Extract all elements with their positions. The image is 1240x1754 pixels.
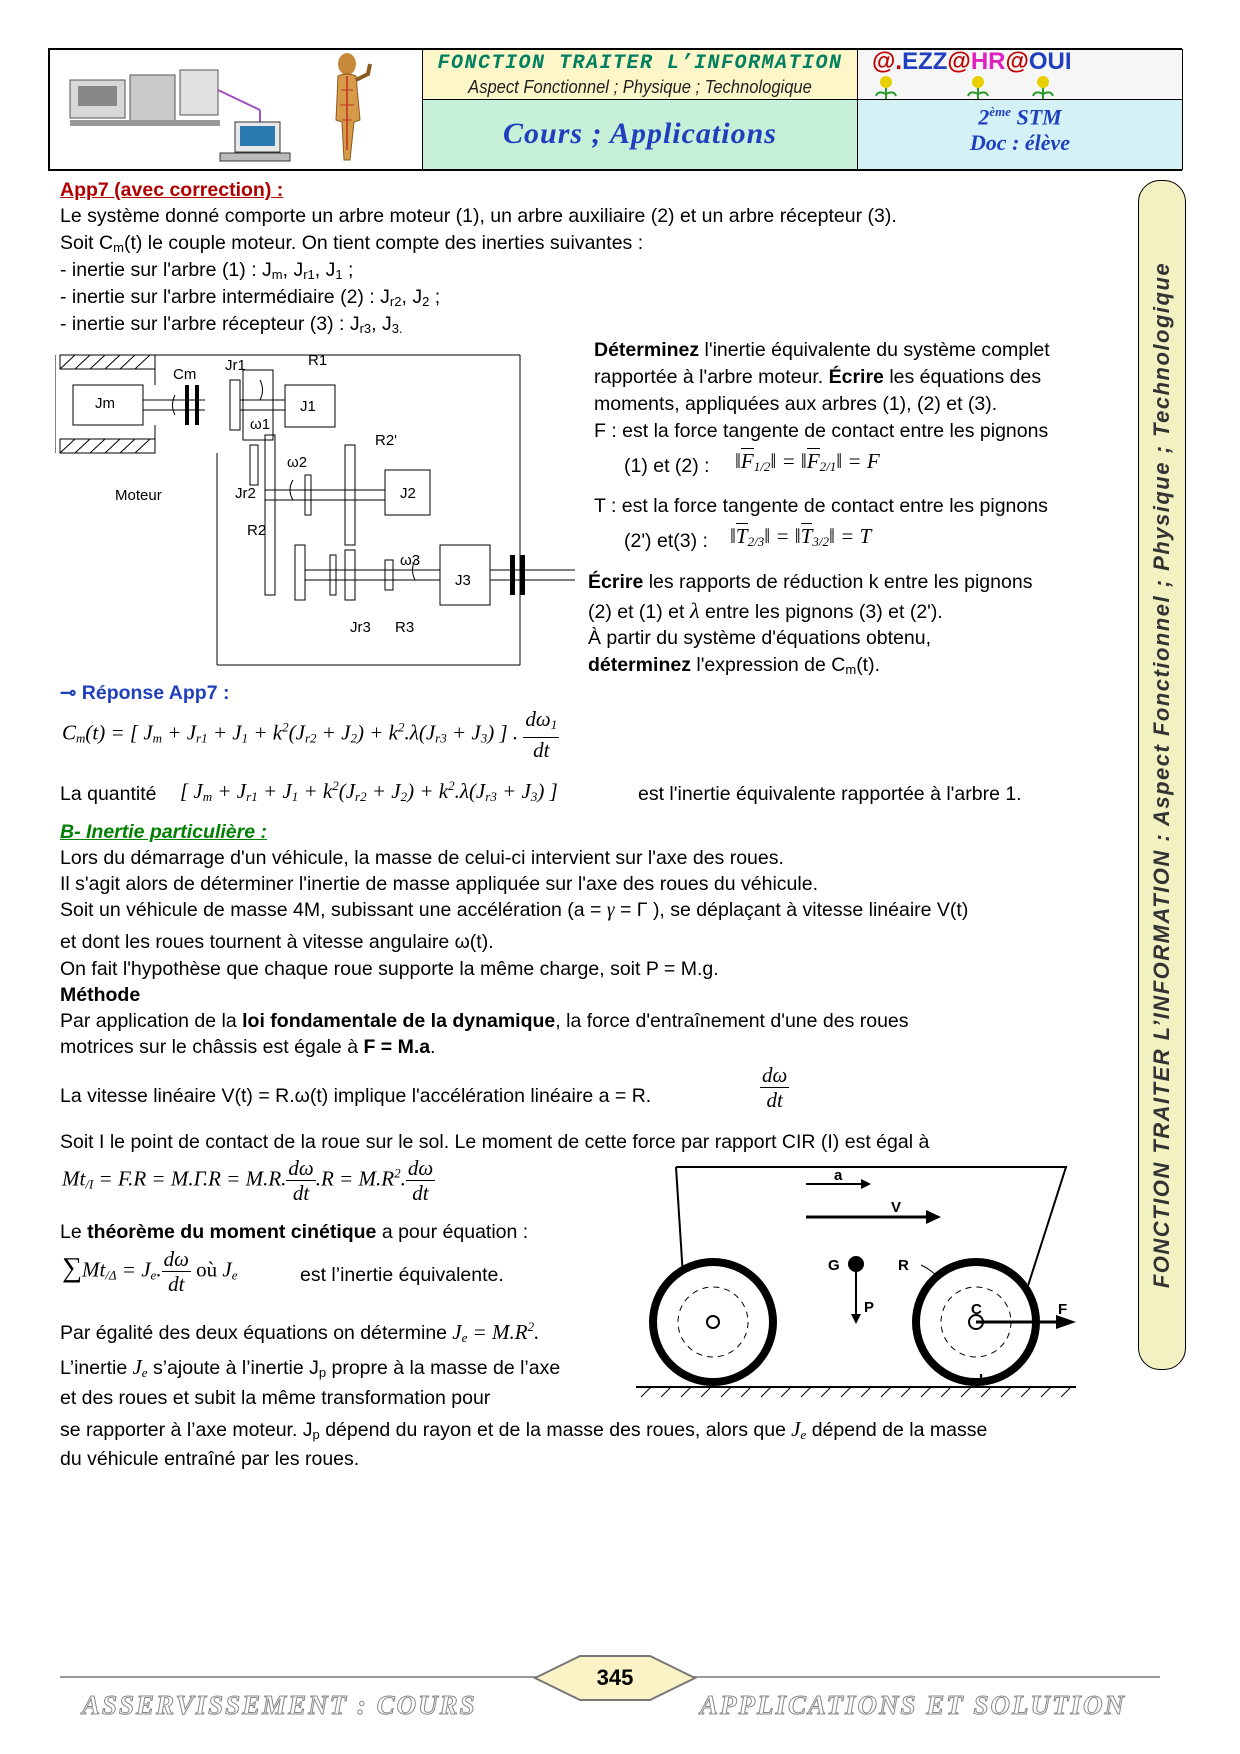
text: dépend du rayon et de la masse des roues, alors que (319, 1419, 786, 1441)
force-f-equation: $‖F_{1/2}‖$ = $‖F_{2/1}‖ = F$ (735, 449, 880, 474)
text: dépend de la masse (806, 1419, 988, 1441)
text: (t). (856, 654, 881, 676)
section-b-p3: Soit un véhicule de masse 4M, subissant une accélération (a = γ = Γ ), se déplaçant à vitesse linéaire V(t) (60, 899, 969, 921)
section-b-p9: Soit I le point de contact de la roue sur le sol. Le moment de cette force par rapport CIR (I) est égal à (60, 1131, 930, 1153)
section-b-p11: est l’inertie équivalente. (300, 1264, 504, 1286)
text: déterminez (588, 654, 691, 676)
text: motrices sur le châssis est égale à (60, 1036, 364, 1058)
section-b-p8: La vitesse linéaire V(t) = R.ω(t) implique l'accélération linéaire a = R. (60, 1085, 652, 1107)
app7-line1: Le système donné comporte un arbre moteur (1), un arbre auxiliaire (2) et un arbre récepteur (3). (60, 205, 897, 227)
moment-cinetique-equation: $\sum Mt_{/\Delta} = J_e$. $\frac{d\omega}{dt}$ où $J_e$ (62, 1247, 238, 1296)
section-b-p7 (60, 1034, 436, 1060)
vehicle-label: I (979, 1371, 984, 1388)
text: Réponse App7 : (81, 682, 230, 704)
brand-part: @ (947, 48, 971, 75)
quantite-label: La quantité (60, 783, 157, 805)
header-cours (422, 99, 858, 170)
footer-left: ASSERVISSEMENT : COURS (82, 1690, 477, 1720)
methode-title: Méthode (60, 984, 141, 1006)
text: . (430, 1036, 436, 1058)
aspect-subtitle: Aspect Fonctionnel ; Physique ; Technologique (468, 77, 812, 97)
text: m (113, 240, 124, 255)
diagram-label: R2' (375, 432, 398, 449)
text: Le (60, 1221, 88, 1243)
moment-equation: $Mt_{/I} = F.R = M.\Gamma.R = M.R$. $\frac{d\omega}{dt}$ $.R = M.R^2$. $\frac{d\omega}{dt}$ (62, 1156, 434, 1205)
text: l'inertie équivalente du système complet (699, 339, 1050, 361)
diagram-label: Jr2 (235, 485, 256, 502)
side-banner-text: FONCTION TRAITER L’INFORMATION : Aspect Fonctionnel ; Physique ; Technologique (1149, 261, 1174, 1289)
diagram-label: ω1 (250, 416, 271, 433)
text: rapportée à l'arbre moteur. (594, 366, 829, 388)
computer-network-illustration (50, 50, 422, 169)
cours-title: Cours ; Applications (503, 117, 777, 150)
brand-part: OUI (1028, 48, 1072, 75)
section-b-p1: Lors du démarrage d'un véhicule, la masse de celui-ci intervient sur l'axe des roues. (60, 847, 784, 869)
vehicle-diagram (636, 1152, 1136, 1422)
text: a pour équation : (376, 1221, 529, 1243)
diagram-label: Cm (173, 366, 197, 383)
text: - inertie sur l'arbre (1) : J (60, 259, 272, 281)
diagram-label: J1 (300, 398, 316, 415)
section-b-p10 (60, 1219, 528, 1245)
diagram-label: J3 (455, 572, 471, 589)
diagram-label: Jm (95, 395, 115, 412)
diagram-label: Jr3 (350, 619, 371, 636)
level-suffix: STM (1010, 104, 1062, 130)
header-fonction (422, 49, 858, 100)
section-b-p15: se rapporter à l’axe moteur. $J_p$ dépend du rayon et de la masse des roues, alors que $J_e$ dépend de la masse (60, 1417, 988, 1442)
doc-label: Doc : élève (969, 130, 1071, 156)
reponse-title (60, 680, 229, 706)
app7-right-1 (594, 337, 1050, 363)
diagram-label: J2 (400, 485, 416, 502)
vehicle-label: P (864, 1299, 875, 1316)
diagram-label: ω3 (400, 552, 421, 569)
flower-icon (876, 76, 896, 99)
text: Par égalité des deux équations on détermine (60, 1322, 448, 1344)
vehicle-label: F (1058, 1301, 1068, 1318)
text: F = M.a (363, 1036, 431, 1058)
text: loi fondamentale de la dynamique (242, 1010, 556, 1032)
header-brand (857, 49, 1183, 100)
section-b-title: B- Inertie particulière : (60, 821, 267, 843)
vehicle-label: V (891, 1199, 902, 1216)
text: entre les pignons (3) et (2'). (704, 601, 943, 623)
section-b-p5: On fait l'hypothèse que chaque roue supporte la même charge, soit P = M.g. (60, 958, 719, 980)
app7-line3: - inertie sur l'arbre (1) : $J_m$, $J_{r1}$, $J_1$ ; (60, 259, 354, 282)
page-header (48, 48, 1182, 171)
app7-right-6: T : est la force tangente de contact entre les pignons (594, 495, 1048, 517)
text: théorème du moment cinétique (87, 1221, 377, 1243)
app7-right-4: F : est la force tangente de contact entre les pignons (594, 420, 1049, 442)
text: Soit C (60, 232, 114, 254)
brand-part: EZZ (902, 48, 948, 75)
app7-right-7: (2') et(3) : (624, 530, 708, 552)
fonction-title: FONCTION TRAITER L’INFORMATION (437, 52, 843, 75)
level-number: 2 (978, 104, 990, 130)
text: propre à la masse de l’axe (326, 1357, 561, 1379)
level-label (858, 104, 1182, 130)
flower-icons (858, 50, 1182, 100)
text: les rapports de réduction k entre les pignons (643, 571, 1033, 593)
side-banner (1138, 180, 1186, 1370)
diagram-label: ω2 (287, 454, 308, 471)
text: Écrire (588, 571, 644, 593)
diagram-label: Moteur (115, 487, 162, 504)
brand-part: HR (970, 48, 1006, 75)
diagram-label: Jr1 (225, 357, 246, 374)
text: L’inertie (60, 1357, 128, 1379)
app7-line4: - inertie sur l'arbre intermédiaire (2) : $J_{r2}$, $J_2$ ; (60, 286, 441, 309)
vehicle-label: a (834, 1167, 843, 1184)
text: Déterminez (594, 339, 700, 361)
app7-right-8 (588, 569, 1032, 595)
vehicle-label: C (971, 1301, 982, 1318)
diagram-label: R1 (308, 352, 328, 369)
force-t-equation: $‖T_{2/3}‖$ = $‖T_{3/2}‖ = T$ (730, 524, 872, 549)
footer-right: APPLICATIONS ET SOLUTION (700, 1690, 1127, 1720)
vehicle-label: R (898, 1257, 909, 1274)
section-b-p6 (60, 1008, 909, 1034)
text: Écrire (828, 366, 884, 388)
text: se rapporter à l’axe moteur. J (60, 1419, 313, 1441)
diagram-label: R2 (247, 522, 267, 539)
flower-icon (1033, 76, 1053, 99)
app7-right-3: moments, appliquées aux arbres (1), (2) et (3). (594, 393, 998, 415)
text: - inertie sur l'arbre intermédiaire (2) : J (60, 286, 390, 308)
app7-line5: - inertie sur l'arbre récepteur (3) : $J_{r3}$, $J_{3.}$ (60, 313, 403, 336)
app7-right-9: (2) et (1) et λ entre les pignons (3) et (2'). (588, 598, 943, 623)
header-illustration (49, 49, 423, 170)
cm-equation: $C_m(t)$ = [ $J_m + J_{r1} + J_1 + k^2(J_{r2} + J_2) + k^2.\lambda(J_{r3} + J_3)$ ] . $\frac{d\omega_1}{dt}$ (62, 707, 558, 762)
app7-right-10: À partir du système d'équations obtenu, (588, 627, 932, 649)
brand-part: @ (1005, 48, 1029, 75)
text: s’ajoute à l’inertie J (147, 1357, 319, 1379)
gear-train-diagram (55, 345, 585, 675)
section-b-p4: et dont les roues tournent à vitesse angulaire ω(t). (60, 931, 494, 953)
text: ), se déplaçant à vitesse linéaire V(t) (652, 899, 969, 921)
key-icon: ⊸ (60, 682, 82, 704)
section-b-p12: Par égalité des deux équations on détermine $J_e = M.R^2$. (60, 1319, 540, 1345)
app7-title: App7 (avec correction) : (60, 179, 284, 201)
page-number: 345 (596, 1665, 634, 1690)
flower-icon (968, 76, 988, 99)
dw-dt-fraction: $\frac{d\omega}{dt}$ (762, 1063, 788, 1112)
section-b-p13: L’inertie $J_e$ s’ajoute à l’inertie $J_p$ propre à la masse de l’axe (60, 1355, 561, 1380)
text: , la force d'entraînement d'une des roues (555, 1010, 909, 1032)
text: l'expression de C (690, 654, 846, 676)
text: (2) et (1) et (588, 601, 685, 623)
level-sup: ème (989, 104, 1011, 119)
section-b-p16: du véhicule entraîné par les roues. (60, 1448, 360, 1470)
diagram-label: R3 (395, 619, 415, 636)
inertie-equivalente-expression: [ $J_m + J_{r1} + J_1 + k^2(J_{r2} + J_2) + k^2.\lambda(J_{r3} + J_3)$ ] (180, 778, 558, 804)
app7-right-2 (594, 364, 1041, 390)
text: (t) le couple moteur. On tient compte des inerties suivantes : (123, 232, 644, 254)
brand-part: @. (872, 48, 903, 75)
text: Soit un véhicule de masse 4M, subissant une accélération (a = (60, 899, 607, 921)
text: - inertie sur l'arbre récepteur (3) : J (60, 313, 360, 335)
header-level (857, 99, 1183, 170)
text: les équations des (883, 366, 1042, 388)
vehicle-label: G (828, 1257, 840, 1274)
section-b-p14: et des roues et subit la même transformation pour (60, 1387, 491, 1409)
app7-right-11: déterminez l'expression de $C_m(t)$. (588, 654, 881, 677)
quantite-end: est l'inertie équivalente rapportée à l'arbre 1. (638, 783, 1022, 805)
section-b-p2: Il s'agit alors de déterminer l'inertie de masse appliquée sur l'axe des roues du véhicule. (60, 873, 818, 895)
text: Par application de la (60, 1010, 243, 1032)
app7-right-5: (1) et (2) : (624, 455, 710, 477)
